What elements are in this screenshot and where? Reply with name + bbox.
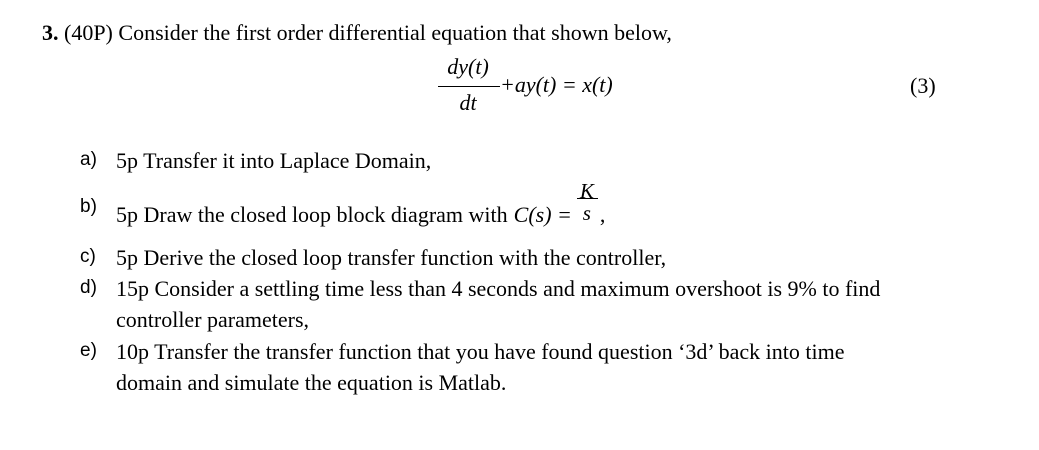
list-item-line: domain and simulate the equation is Matlab. xyxy=(116,370,507,395)
equation-rest: +ay(t) = x(t) xyxy=(500,72,613,97)
list-item-text xyxy=(116,145,431,176)
list-item-text xyxy=(116,179,606,230)
equation-tag: (3) xyxy=(910,73,936,98)
list-item-line: controller parameters, xyxy=(116,307,310,332)
controller-numerator: K xyxy=(579,179,594,203)
controller-fraction xyxy=(574,179,600,225)
list-item-line: 15p Consider a settling time less than 4 seconds and maximum overshoot is 9% to find xyxy=(116,276,881,301)
list-item-text xyxy=(116,336,844,398)
list-item-line xyxy=(116,179,606,230)
list-item-text xyxy=(116,242,666,273)
fraction-numerator: dy(t) xyxy=(447,54,489,79)
question-header xyxy=(42,18,672,48)
list-item-text xyxy=(116,273,880,335)
list-marker: e) xyxy=(80,340,97,361)
list-item-line: 5p Derive the closed loop transfer function with the controller, xyxy=(116,245,667,270)
list-item-line: 5p Transfer it into Laplace Domain, xyxy=(116,148,432,173)
list-item-line: 10p Transfer the transfer function that you have found question ‘3d’ back into time xyxy=(116,339,845,364)
question-points: (40P) xyxy=(64,20,113,45)
fraction-denominator: dt xyxy=(459,90,477,115)
controller-lhs: C(s) = xyxy=(513,202,572,227)
list-marker: a) xyxy=(80,149,97,170)
list-item-line-text: 5p Draw the closed loop block diagram with xyxy=(116,202,508,227)
controller-expression xyxy=(513,179,600,230)
list-marker: c) xyxy=(80,246,96,267)
question-intro: Consider the first order differential equation that shown below, xyxy=(118,20,672,45)
list-marker: d) xyxy=(80,277,97,298)
controller-denominator: s xyxy=(582,201,591,225)
fraction-bar xyxy=(438,86,500,87)
list-marker: b) xyxy=(80,196,97,217)
controller-trail: , xyxy=(599,202,606,227)
question-number: 3. xyxy=(42,20,59,45)
